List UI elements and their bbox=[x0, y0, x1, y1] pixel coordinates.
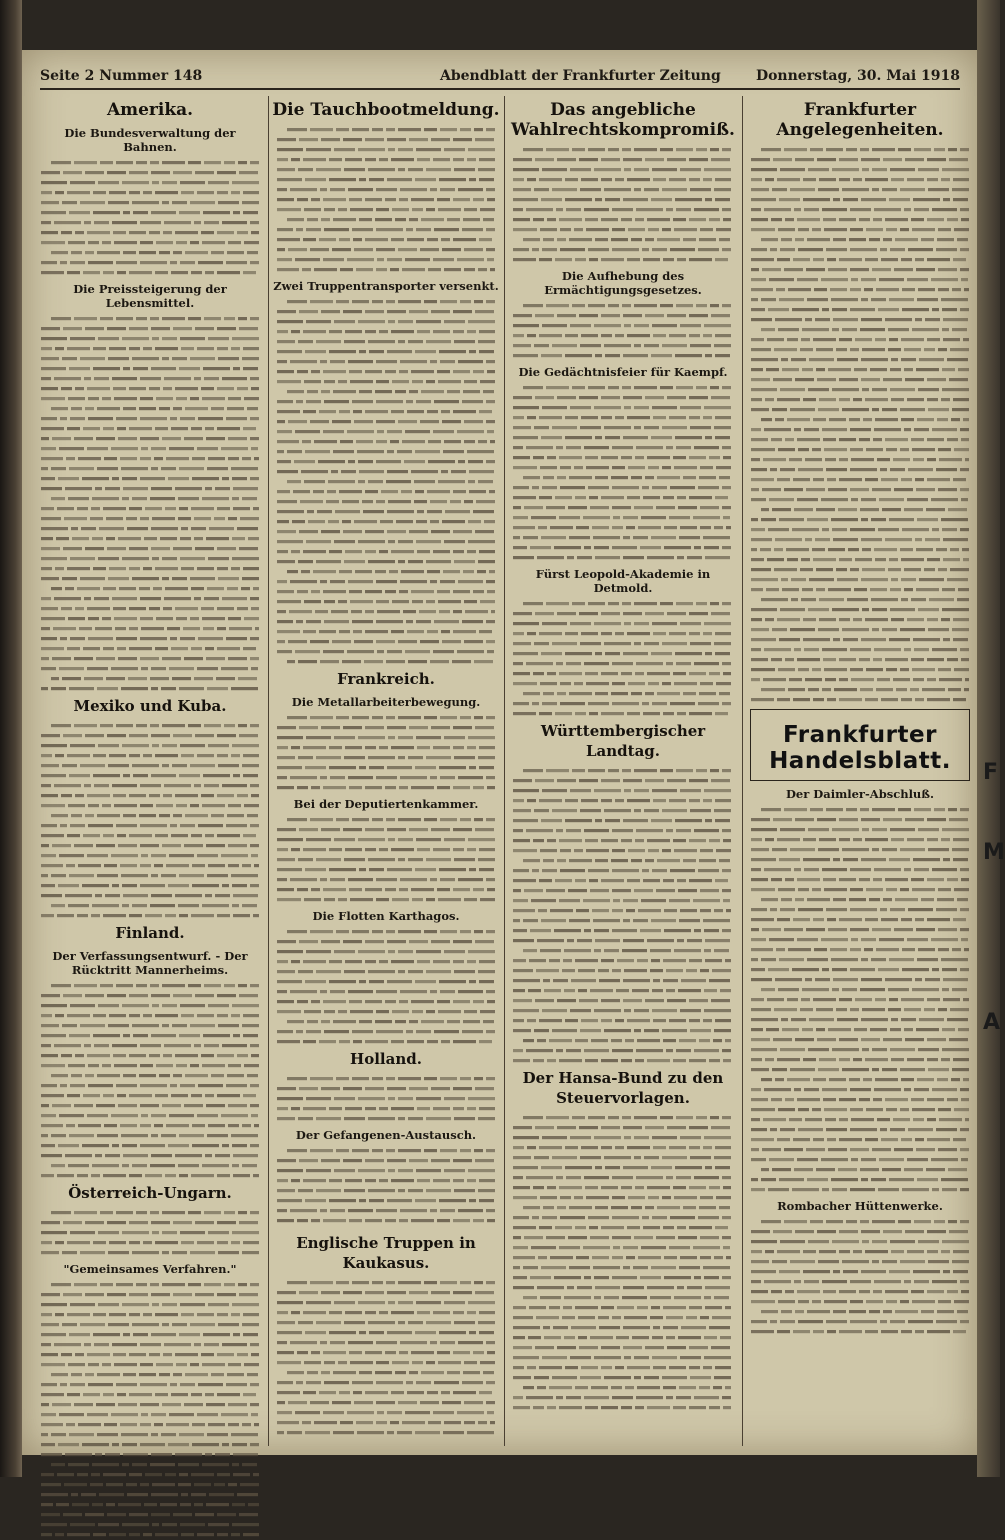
body-text-lines bbox=[275, 1144, 497, 1229]
article-subhead: Der Daimler-Abschluß. bbox=[785, 787, 935, 801]
article-headline: Finland. bbox=[115, 924, 185, 942]
article-body bbox=[39, 156, 261, 276]
article-subhead: Zwei Truppentransporter versenkt. bbox=[273, 279, 499, 293]
article-body bbox=[511, 1111, 735, 1411]
article-subhead: Fürst Leopold-Akademie in Detmold. bbox=[535, 567, 711, 595]
body-text-lines bbox=[511, 764, 735, 1064]
body-text-lines bbox=[511, 1111, 735, 1411]
adjacent-page-fragment: A bbox=[983, 1010, 1001, 1035]
body-text-lines bbox=[749, 803, 971, 1193]
body-text-lines bbox=[511, 143, 735, 263]
body-text-lines bbox=[275, 123, 497, 273]
body-text-lines bbox=[511, 597, 735, 717]
body-text-lines bbox=[39, 979, 261, 1179]
issue-date: Donnerstag, 30. Mai 1918 bbox=[755, 68, 960, 84]
body-text-lines bbox=[749, 143, 971, 703]
article-body bbox=[275, 295, 497, 665]
column-1 bbox=[36, 96, 264, 1446]
body-text-lines bbox=[39, 719, 261, 919]
article-headline: Mexiko und Kuba. bbox=[73, 697, 227, 715]
section-banner bbox=[750, 709, 970, 781]
article-headline: Frankreich. bbox=[337, 670, 435, 688]
article-headline: Amerika. bbox=[106, 100, 194, 120]
article-headline: Das angebliche Wahlrechtskompromiß. bbox=[511, 100, 735, 140]
column-2 bbox=[272, 96, 500, 1446]
body-text-lines bbox=[749, 1215, 971, 1335]
book-binding bbox=[0, 0, 22, 1477]
page-number: Seite 2 Nummer 148 bbox=[40, 68, 203, 84]
column-3 bbox=[508, 96, 738, 1446]
article-body bbox=[275, 925, 497, 1045]
article-body bbox=[749, 143, 971, 703]
article-headline: Frankfurter Angelegenheiten. bbox=[776, 100, 944, 140]
body-text-lines bbox=[275, 711, 497, 791]
article-body bbox=[275, 1144, 497, 1229]
article-headline: Österreich-Ungarn. bbox=[68, 1184, 232, 1202]
article-subhead: Rombacher Hüttenwerke. bbox=[777, 1199, 943, 1213]
article-subhead: Der Verfassungsentwurf. - Der Rücktritt Mannerheims. bbox=[52, 949, 248, 977]
body-text-lines bbox=[39, 1206, 261, 1256]
article-body bbox=[511, 143, 735, 263]
article-subhead: Der Gefangenen-Austausch. bbox=[295, 1128, 477, 1142]
body-text-lines bbox=[39, 312, 261, 692]
body-text-lines bbox=[275, 813, 497, 903]
article-body bbox=[511, 381, 735, 561]
article-headline: Die Tauchbootmeldung. bbox=[272, 100, 500, 120]
body-text-lines bbox=[39, 1278, 261, 1538]
article-subhead: Die Bundesverwaltung der Bahnen. bbox=[64, 126, 236, 154]
newspaper-title: Abendblatt der Frankfurter Zeitung bbox=[440, 68, 721, 84]
article-body bbox=[39, 1278, 261, 1538]
article-headline: Der Hansa-Bund zu den Steuervorlagen. bbox=[522, 1069, 724, 1107]
body-text-lines bbox=[275, 295, 497, 665]
body-text-lines bbox=[275, 1276, 497, 1436]
article-subhead: Die Gedächtnisfeier für Kaempf. bbox=[518, 365, 728, 379]
body-text-lines bbox=[275, 1072, 497, 1122]
article-headline: Holland. bbox=[350, 1050, 422, 1068]
adjacent-page-fragment: F bbox=[983, 760, 999, 785]
adjacent-page-fragment: M bbox=[983, 840, 1005, 865]
article-body bbox=[39, 719, 261, 919]
article-subhead: Die Aufhebung des Ermächtigungsgesetzes. bbox=[544, 269, 702, 297]
article-body bbox=[39, 312, 261, 692]
article-body bbox=[275, 1072, 497, 1122]
adjacent-page-edge bbox=[977, 0, 1005, 1477]
body-text-lines bbox=[511, 299, 735, 359]
newspaper-page bbox=[22, 50, 977, 1455]
article-body bbox=[511, 764, 735, 1064]
section-title: Frankfurter Handelsblatt. bbox=[769, 722, 951, 774]
article-headline: Württembergischer Landtag. bbox=[540, 722, 706, 760]
article-headline: Englische Truppen in Kaukasus. bbox=[296, 1234, 476, 1272]
article-body bbox=[39, 1206, 261, 1256]
article-subhead: Die Metallarbeiterbewegung. bbox=[291, 695, 481, 709]
article-subhead: Die Preissteigerung der Lebensmittel. bbox=[73, 282, 227, 310]
article-body bbox=[749, 1215, 971, 1335]
article-body bbox=[511, 597, 735, 717]
body-text-lines bbox=[275, 925, 497, 1045]
article-body bbox=[39, 979, 261, 1179]
article-subhead: "Gemeinsames Verfahren." bbox=[63, 1262, 237, 1276]
article-body bbox=[275, 123, 497, 273]
article-body bbox=[275, 813, 497, 903]
column-rule bbox=[268, 96, 269, 1446]
article-body bbox=[275, 1276, 497, 1436]
column-rule bbox=[742, 96, 743, 1446]
article-body bbox=[275, 711, 497, 791]
article-body bbox=[511, 299, 735, 359]
column-rule bbox=[504, 96, 505, 1446]
article-subhead: Bei der Deputiertenkammer. bbox=[293, 797, 479, 811]
body-text-lines bbox=[39, 156, 261, 276]
column-4 bbox=[746, 96, 974, 1446]
masthead bbox=[40, 66, 960, 90]
article-body bbox=[749, 803, 971, 1193]
article-subhead: Die Flotten Karthagos. bbox=[312, 909, 460, 923]
body-text-lines bbox=[511, 381, 735, 561]
